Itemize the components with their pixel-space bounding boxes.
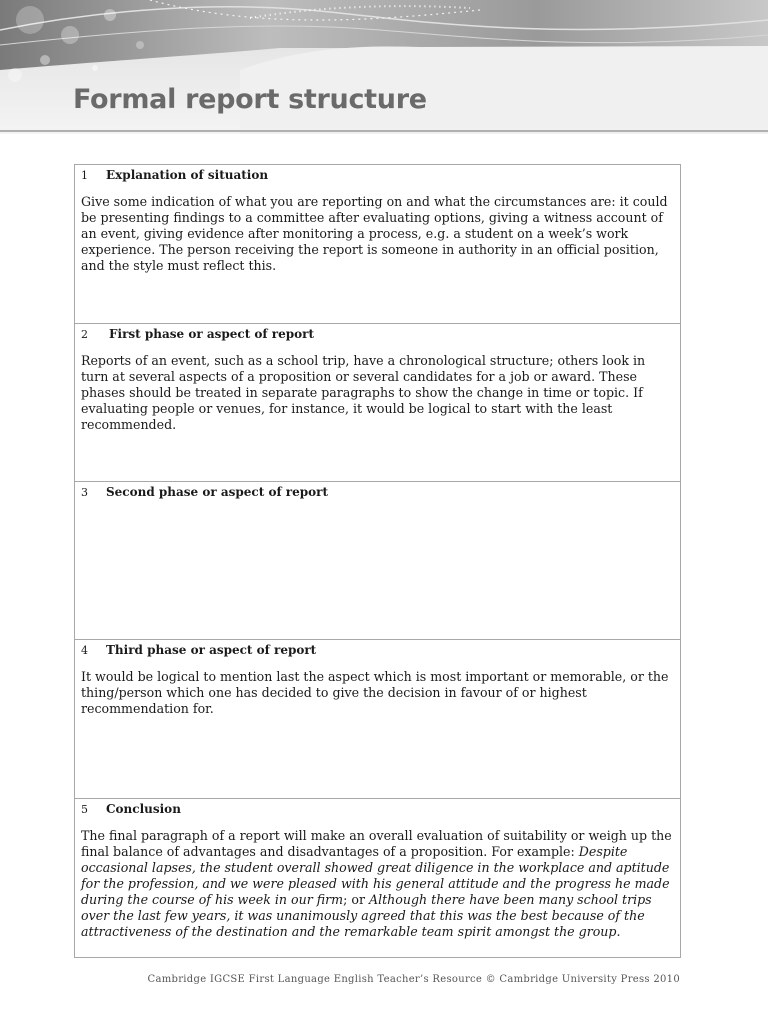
section-title: Explanation of situation	[106, 168, 269, 182]
section-second-phase	[75, 482, 680, 640]
section-number: 1	[81, 169, 88, 182]
conclusion-intro-text: The final paragraph of a report will make an overall evaluation of suitability or weigh up the final balance of advantages and disadvantages of a proposition. For example:	[81, 828, 672, 859]
page-title: Formal report structure	[73, 84, 427, 115]
section-title: Third phase or aspect of report	[106, 643, 317, 657]
section-body	[81, 828, 673, 940]
section-number: 5	[81, 803, 88, 816]
report-structure-table	[74, 164, 681, 958]
section-number: 3	[81, 486, 88, 499]
section-heading	[81, 327, 314, 342]
section-heading	[81, 168, 268, 183]
conclusion-example-2: Although there have been many school trips over the last few years, it was unanimously agreed that this was the best because of the attractiveness of the destination and the remarkable team spirit amongst the group.	[81, 892, 652, 939]
section-number: 4	[81, 644, 88, 657]
section-conclusion	[75, 799, 680, 957]
section-third-phase	[75, 640, 680, 799]
section-first-phase	[75, 324, 680, 482]
conclusion-connector-text: ; or	[343, 892, 369, 907]
section-number: 2	[81, 328, 88, 341]
footer-copyright: Cambridge IGCSE First Language English Teacher’s Resource © Cambridge University Press 2010	[147, 974, 680, 985]
section-body: It would be logical to mention last the aspect which is most important or memorable, or the thing/person which one has decided to give the decision in favour of or highest recommendation for.	[81, 669, 669, 716]
section-title: First phase or aspect of report	[109, 327, 314, 341]
section-title: Second phase or aspect of report	[106, 485, 329, 499]
section-heading	[81, 485, 328, 500]
section-body: Give some indication of what you are reporting on and what the circumstances are: it could be presenting findings to a committee after evaluating options, giving a witness account of an event, giving evidence after monitoring a process, e.g. a student on a week’s work experience. The person receiving the report is someone in authority in an official position, and the style must reflect this.	[81, 194, 668, 273]
section-explanation	[75, 165, 680, 324]
section-body: Reports of an event, such as a school trip, have a chronological structure; others look in turn at several aspects of a proposition or several candidates for a job or award. These phases should be treated in separate paragraphs to show the change in time or topic. If evaluating people or venues, for instance, it would be logical to start with the least recommended.	[81, 353, 646, 432]
header-banner	[0, 0, 768, 134]
section-title: Conclusion	[106, 802, 181, 816]
section-heading	[81, 643, 316, 658]
section-heading	[81, 802, 181, 817]
conclusion-example-1: Despite occasional lapses, the student overall showed great diligence in the workplace and aptitude for the profession, and we were pleased with his general attitude and the progress he made during the course of his week in our firm	[81, 844, 670, 907]
